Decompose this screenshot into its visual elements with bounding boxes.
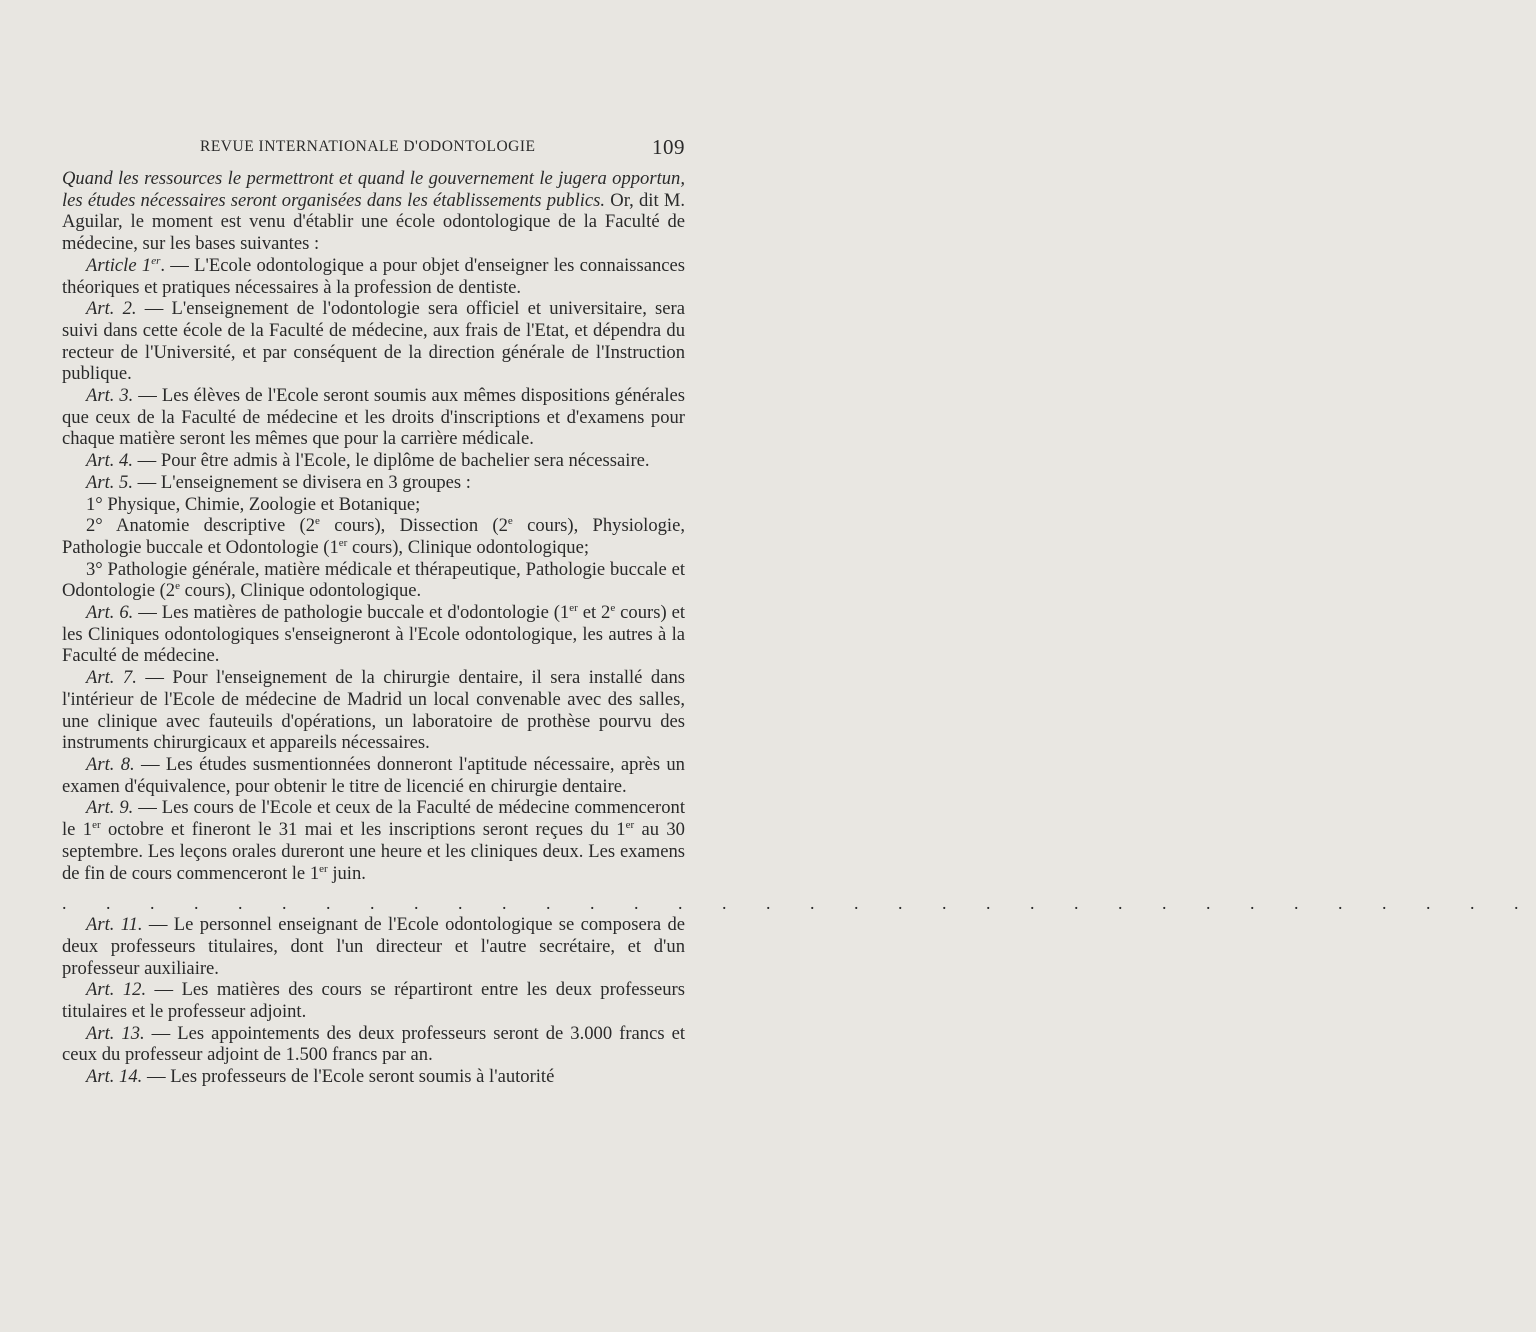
- article-text: — Les matières des cours se répartiront entre les deux professeurs titulaires et le professeur adjoint.: [62, 979, 685, 1023]
- intro-italic: Quand les ressources le permettront et quand le gouvernement le jugera opportun, les études nécessaires seront organisées dans les établissements publics.: [62, 168, 685, 211]
- group-item: [62, 515, 685, 558]
- article-paragraph: [62, 255, 685, 298]
- article-label: Art. 7.: [86, 667, 137, 689]
- article-text: — L'enseignement de l'odontologie sera officiel et universitaire, sera suivi dans cette école de la Faculté de médecine, aux frais de l'Etat, et dépendra du recteur de l'Université, et par conséquent de la direction générale de l'Instruction publique.: [62, 298, 685, 385]
- article-label: Art. 14.: [86, 1066, 143, 1088]
- article-text: — Les élèves de l'Ecole seront soumis aux mêmes dispositions générales que ceux de la Faculté de médecine et les droits d'inscriptions et d'examens pour chaque matière seront les mêmes que pour la carrière médicale.: [62, 385, 685, 450]
- group-text: 2° Anatomie descriptive (2e cours), Dissection (2e cours), Physiologie, Pathologie buccale et Odontologie (1er cours), Clinique odontologique;: [62, 515, 685, 558]
- article-label: Art. 3.: [86, 385, 134, 407]
- article-paragraph: [62, 797, 685, 884]
- article-text: — L'enseignement se divisera en 3 groupes :: [133, 471, 471, 493]
- article-paragraph: [62, 754, 685, 797]
- ellipsis-separator: . . . . . . . . . . . . . . . . . . . . . . . . . . . . . . . . . .: [62, 893, 1536, 914]
- article-text: — Les matières de pathologie buccale et d'odontologie (1er et 2e cours) et les Cliniques odontologiques s'enseigneront à l'Ecole odontologique, les autres à la Faculté de médecine.: [62, 601, 685, 667]
- intro-text: Or, dit M. Aguilar, le moment est venu d'établir une école odontologique de la Faculté de médecine, sur les bases suivantes :: [62, 189, 685, 255]
- article-paragraph: [62, 1023, 685, 1066]
- page-number: 109: [652, 135, 685, 159]
- article-label-sup: er: [151, 254, 161, 267]
- group-item: [62, 559, 685, 602]
- article-text: — Pour être admis à l'Ecole, le diplôme de bachelier sera nécessaire.: [133, 450, 650, 472]
- article-text: — Les études susmentionnées donneront l'aptitude nécessaire, après un examen d'équivalence, pour obtenir le titre de licencié en chirurgie dentaire.: [62, 753, 685, 797]
- article-label: Article 1: [86, 254, 152, 276]
- article-paragraph: [62, 979, 685, 1022]
- article-paragraph: [62, 914, 685, 979]
- article-text: . — L'Ecole odontologique a pour objet d'enseigner les connaissances théoriques et pratiques nécessaires à la profession de dentiste.: [62, 254, 686, 298]
- article-text: — Les cours de l'Ecole et ceux de la Faculté de médecine commenceront le 1er octobre et fineront le 31 mai et les inscriptions seront reçues du 1er au 30 septembre. Les leçons orales dureront une heure et les cliniques deux. Les examens de fin de cours commenceront le 1er juin.: [62, 797, 685, 884]
- body-text: [62, 168, 1536, 1088]
- group-text: 3° Pathologie générale, matière médicale et thérapeutique, Pathologie buccale et Odontologie (2e cours), Clinique odontologique.: [62, 558, 685, 602]
- article-paragraph: [62, 450, 685, 472]
- article-text: — Pour l'enseignement de la chirurgie dentaire, il sera installé dans l'intérieur de l'Ecole de médecine de Madrid un local convenable avec des salles, une clinique avec fauteuils d'opérations, un laboratoire de prothèse pourvu des instruments chirurgicaux et appareils nécessaires.: [62, 667, 685, 754]
- group-item: [62, 494, 685, 516]
- article-paragraph: [62, 667, 685, 754]
- intro-paragraph: [62, 168, 685, 255]
- article-paragraph: [62, 602, 685, 667]
- article-label: Art. 4.: [86, 450, 134, 472]
- article-text: — Les professeurs de l'Ecole seront soumis à l'autorité: [142, 1066, 555, 1088]
- article-paragraph: [62, 385, 685, 450]
- running-title: REVUE INTERNATIONALE D'ODONTOLOGIE: [200, 138, 536, 155]
- article-label: Art. 2.: [86, 298, 137, 320]
- article-label: Art. 8.: [86, 753, 135, 775]
- running-header: [200, 135, 685, 162]
- article-paragraph: [62, 1066, 685, 1088]
- article-label: Art. 9.: [86, 797, 134, 819]
- article-label: Art. 12.: [86, 979, 147, 1001]
- article-label: Art. 6.: [86, 602, 134, 624]
- article-label: Art. 13.: [86, 1022, 145, 1044]
- article-text: — Les appointements des deux professeurs seront de 3.000 francs et ceux du professeur adjoint de 1.500 francs par an.: [62, 1022, 685, 1066]
- article-paragraph: [62, 298, 685, 385]
- article-text: — Le personnel enseignant de l'Ecole odontologique se composera de deux professeurs titulaires, dont l'un directeur et l'autre secrétaire, et d'un professeur auxiliaire.: [62, 914, 685, 979]
- group-text: 1° Physique, Chimie, Zoologie et Botanique;: [86, 493, 421, 515]
- article-paragraph: [62, 472, 685, 494]
- article-label: Art. 5.: [86, 471, 134, 493]
- article-label: Art. 11.: [86, 914, 143, 936]
